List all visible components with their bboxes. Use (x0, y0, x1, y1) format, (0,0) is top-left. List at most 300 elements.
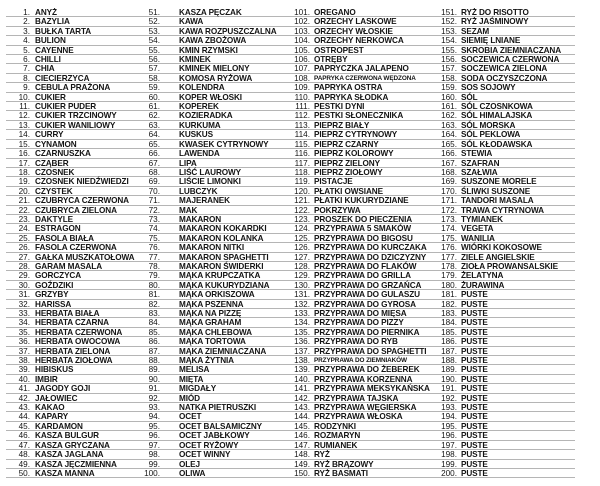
list-item (132, 93, 282, 102)
list-item (425, 403, 575, 412)
item-label: PIEPRZ CZARNY (314, 139, 379, 149)
list-item (425, 337, 575, 346)
list-item (278, 74, 428, 83)
list-item (425, 290, 575, 299)
item-number: 16. (18, 149, 30, 159)
list-item (278, 431, 428, 440)
item-label: MIÓD (179, 393, 200, 403)
list-item (278, 281, 428, 290)
item-label: GOŹDZIKI (35, 280, 74, 290)
list-item (132, 102, 282, 111)
item-number: 200. (441, 468, 457, 478)
item-number: 129. (294, 271, 310, 281)
item-label: MAKARON (179, 214, 222, 224)
item-label: SÓL MORSKA (461, 120, 516, 130)
item-label: PUSTE (461, 290, 488, 300)
item-label: PAPRYKA SŁODKA (314, 92, 389, 102)
item-number: 5. (23, 45, 30, 55)
item-number: 20. (18, 186, 30, 196)
item-label: PUSTE (461, 365, 488, 375)
item-number: 56. (148, 55, 160, 65)
list-item (425, 83, 575, 92)
list-item (278, 187, 428, 196)
item-number: 185. (441, 327, 457, 337)
item-label: PRZYPRAWA DO MIĘSA (314, 309, 407, 318)
item-number: 88. (148, 356, 160, 366)
item-number: 124. (294, 224, 310, 234)
list-item (278, 102, 428, 111)
list-item (278, 8, 428, 17)
item-number: 82. (148, 299, 160, 309)
item-label: MAKARON KOKARDKI (179, 224, 267, 234)
list-item (425, 318, 575, 327)
list-item (278, 243, 428, 252)
list-item (425, 140, 575, 149)
list-item (278, 234, 428, 243)
item-label: TRAWA CYTRYNOWA (461, 205, 544, 215)
item-label: PIEPRZ BIAŁY (314, 120, 370, 130)
item-label: ESTRAGON (35, 224, 81, 234)
item-number: 14. (18, 130, 30, 140)
item-number: 163. (441, 120, 457, 130)
item-number: 120. (294, 186, 310, 196)
item-number: 112. (294, 111, 310, 121)
list-item (278, 27, 428, 36)
item-label: HERBATA CZARNA (35, 318, 109, 328)
item-number: 35. (18, 327, 30, 337)
item-label: PRZYPRAWA DO ŻEBEREK (314, 365, 420, 375)
item-number: 167. (441, 158, 457, 168)
item-label: PRZYPRAWA DO GRZAŃCA (314, 280, 422, 290)
list-item (278, 64, 428, 73)
list-item (132, 83, 282, 92)
item-number: 24. (18, 224, 30, 234)
item-number: 176. (441, 243, 457, 253)
item-label: PRZYPRAWA DO RYB (314, 337, 398, 347)
list-item (425, 196, 575, 205)
list-item (132, 375, 282, 384)
item-number: 116. (294, 149, 310, 159)
item-number: 67. (148, 158, 160, 168)
item-number: 81. (148, 290, 160, 300)
list-item (132, 469, 282, 478)
list-item (132, 243, 282, 252)
item-label: MĄKA ŻYTNIA (179, 356, 234, 366)
list-item (425, 27, 575, 36)
item-label: CURRY (35, 130, 64, 140)
item-number: 114. (294, 130, 310, 140)
list-item (425, 450, 575, 459)
list-item (132, 262, 282, 271)
item-label: KMINEK MIELONY (179, 64, 250, 74)
item-number: 150. (294, 468, 310, 478)
list-item (425, 234, 575, 243)
item-number: 168. (441, 167, 457, 177)
item-label: ORZECHY NERKOWCA (314, 36, 404, 46)
list-item (132, 253, 282, 262)
list-item (425, 253, 575, 262)
item-label: KURKUMA (179, 120, 221, 130)
list-item (132, 168, 282, 177)
item-number: 144. (294, 412, 310, 422)
item-number: 131. (294, 290, 310, 300)
list-item (425, 262, 575, 271)
item-number: 89. (148, 365, 160, 375)
item-label: PAPRYKA CZERWONA WĘDZONA (314, 74, 416, 82)
item-label: KASZA JĘCZMIENNA (35, 459, 117, 469)
list-item (278, 121, 428, 130)
item-label: PIEPRZ CYTRYNOWY (314, 130, 398, 140)
list-item (425, 187, 575, 196)
item-label: PŁATKI OWSIANE (314, 186, 383, 196)
item-number: 21. (18, 196, 30, 206)
item-label: SOCZEWICA CZERWONA (461, 55, 560, 65)
item-label: HERBATA OWOCOWA (35, 337, 121, 347)
item-label: KASZA GRYCZANA (35, 440, 110, 450)
item-number: 31. (18, 290, 30, 300)
item-number: 195. (441, 421, 457, 431)
item-number: 103. (294, 26, 310, 36)
list-item (132, 140, 282, 149)
item-label: CZUBRYCA CZERWONA (35, 196, 129, 206)
list-item (425, 74, 575, 83)
item-label: MELISA (179, 365, 210, 375)
item-number: 37. (18, 346, 30, 356)
list-item (278, 206, 428, 215)
item-number: 4. (23, 36, 30, 46)
item-number: 165. (441, 139, 457, 149)
item-label: PRZYPRAWA DO BIGOSU (314, 233, 413, 243)
list-item (132, 422, 282, 431)
item-label: GORCZYCA (35, 271, 82, 281)
list-item (278, 177, 428, 186)
list-item (278, 168, 428, 177)
list-item (278, 384, 428, 393)
item-number: 194. (441, 412, 457, 422)
item-number: 115. (294, 139, 310, 149)
item-number: 50. (18, 468, 30, 478)
item-number: 142. (294, 393, 310, 403)
item-number: 118. (294, 167, 310, 177)
item-number: 10. (18, 92, 30, 102)
item-number: 130. (294, 280, 310, 290)
item-number: 13. (18, 120, 30, 130)
item-number: 141. (294, 384, 310, 394)
list-item (132, 271, 282, 280)
list-item (425, 168, 575, 177)
item-label: SOS SOJOWY (461, 83, 516, 93)
item-label: MĄKA ORKISZOWA (179, 290, 255, 300)
item-label: PIEPRZ ZIOŁOWY (314, 167, 383, 177)
item-label: PRZYPRAWA KORZENNA (314, 374, 413, 384)
item-label: IMBIR (35, 374, 58, 384)
item-label: SÓL (461, 92, 478, 102)
item-label: KMINEK (179, 55, 211, 65)
item-number: 186. (441, 337, 457, 347)
item-label: SEZAM (461, 26, 490, 36)
item-number: 145. (294, 421, 310, 431)
item-label: PUSTE (461, 374, 488, 384)
item-number: 26. (18, 243, 30, 253)
item-number: 93. (148, 403, 160, 413)
item-label: RODZYNKI (314, 421, 356, 431)
item-number: 41. (18, 384, 30, 394)
list-item (425, 224, 575, 233)
item-number: 170. (441, 186, 457, 196)
item-label: OCET (179, 412, 202, 422)
item-label: PUSTE (461, 337, 488, 347)
list-item (132, 300, 282, 309)
item-label: HERBATA ZIELONA (35, 346, 111, 356)
item-label: KARDAMON (35, 421, 83, 431)
item-label: RYŻ (314, 450, 330, 460)
item-label: PRZYPRAWA TAJSKA (314, 393, 399, 403)
item-number: 106. (294, 55, 310, 65)
list-item (278, 140, 428, 149)
item-number: 173. (441, 214, 457, 224)
list-item (278, 347, 428, 356)
item-number: 34. (18, 318, 30, 328)
item-label: KAKAO (35, 403, 65, 413)
item-number: 61. (148, 102, 160, 112)
list-item (132, 187, 282, 196)
item-number: 91. (148, 384, 160, 394)
item-label: CUKIER (35, 92, 66, 102)
item-number: 135. (294, 327, 310, 337)
item-label: GRZYBY (35, 290, 69, 300)
list-item (425, 121, 575, 130)
item-number: 110. (294, 92, 310, 102)
list-column-4 (425, 8, 575, 478)
item-label: CZOSNEK NIEDŹWIEDZI (35, 177, 129, 187)
item-label: MĄKA KRUPCZATKA (179, 271, 261, 281)
item-number: 178. (441, 261, 457, 271)
item-number: 49. (18, 459, 30, 469)
item-label: KOPER WŁOSKI (179, 92, 242, 102)
item-label: PRZYPRAWA MEKSYKAŃSKA (314, 384, 430, 394)
item-number: 198. (441, 450, 457, 460)
item-label: KOLENDRA (179, 83, 225, 93)
item-label: PUSTE (461, 318, 488, 328)
item-label: MĄKA ZIEMNIACZANA (179, 346, 267, 356)
list-item (132, 347, 282, 356)
item-label: CZOSNEK (35, 167, 75, 177)
list-item (425, 431, 575, 440)
item-number: 80. (148, 280, 160, 290)
list-item (278, 36, 428, 45)
item-label: KWASEK CYTRYNOWY (179, 139, 269, 149)
item-label: CZĄBER (35, 158, 69, 168)
item-label: MAJERANEK (179, 196, 230, 206)
item-label: PROSZEK DO PIECZENIA (314, 214, 413, 224)
list-item (425, 93, 575, 102)
item-number: 132. (294, 299, 310, 309)
item-label: MAKARON SPAGHETTI (179, 252, 269, 262)
list-item (425, 36, 575, 45)
item-label: CUKIER TRZCINOWY (35, 111, 117, 121)
list-item (425, 159, 575, 168)
item-number: 164. (441, 130, 457, 140)
item-number: 98. (148, 450, 160, 460)
item-label: MĄKA GRAHAM (179, 318, 242, 328)
item-label: PRZYPRAWA WŁOSKA (314, 412, 403, 422)
item-number: 3. (23, 26, 30, 36)
item-label: DAKTYLE (35, 214, 73, 224)
list-item (132, 224, 282, 233)
item-number: 73. (148, 214, 160, 224)
list-item (278, 262, 428, 271)
list-item (425, 215, 575, 224)
item-number: 51. (148, 8, 160, 17)
item-number: 90. (148, 374, 160, 384)
list-item (278, 318, 428, 327)
item-label: ORZECHY WŁOSKIE (314, 26, 393, 36)
item-label: BAZYLIA (35, 17, 70, 27)
item-number: 75. (148, 233, 160, 243)
item-label: PUSTE (461, 440, 488, 450)
item-number: 94. (148, 412, 160, 422)
item-label: ZIOŁA PROWANSALSKIE (461, 261, 558, 271)
list-item (425, 243, 575, 252)
item-number: 42. (18, 393, 30, 403)
list-item (132, 356, 282, 365)
item-number: 102. (294, 17, 310, 27)
item-number: 84. (148, 318, 160, 328)
item-label: PRZYPRAWA DO ZIEMNIAKÓW (314, 357, 407, 365)
item-label: PUSTE (461, 468, 488, 478)
item-number: 101. (294, 8, 310, 17)
list-item (425, 375, 575, 384)
item-label: CHILLI (35, 55, 61, 65)
list-item (278, 365, 428, 374)
list-item (278, 422, 428, 431)
item-label: PUSTE (461, 421, 488, 431)
item-label: KUSKUS (179, 130, 213, 140)
item-label: PRZYPRAWA DO KURCZAKA (314, 243, 427, 253)
item-label: PUSTE (461, 393, 488, 403)
item-label: RUMIANEK (314, 440, 358, 450)
item-label: PUSTE (461, 356, 488, 366)
item-number: 107. (294, 64, 310, 74)
item-number: 96. (148, 431, 160, 441)
item-label: LIŚCIE LIMONKI (179, 177, 241, 187)
item-label: LIŚĆ LAUROWY (179, 167, 242, 177)
list-item (132, 36, 282, 45)
list-item (425, 441, 575, 450)
item-number: 117. (294, 158, 310, 168)
item-label: PIEPRZ KOLOROWY (314, 149, 394, 159)
item-number: 159. (441, 83, 457, 93)
item-number: 169. (441, 177, 457, 187)
list-item (278, 328, 428, 337)
item-label: PŁATKI KUKURYDZIANE (314, 196, 409, 206)
item-number: 64. (148, 130, 160, 140)
list-item (132, 111, 282, 120)
item-number: 155. (441, 45, 457, 55)
item-label: KASZA BULGUR (35, 431, 99, 441)
item-number: 18. (18, 167, 30, 177)
item-label: CIECIERZYCA (35, 73, 90, 83)
item-label: KASZA PĘCZAK (179, 8, 242, 17)
item-label: BULION (35, 36, 66, 46)
list-item (132, 8, 282, 17)
item-label: SUSZONE MORELE (461, 177, 537, 187)
item-label: JAGODY GOJI (35, 384, 91, 394)
list-item (425, 469, 575, 478)
item-number: 55. (148, 45, 160, 55)
item-number: 57. (148, 64, 160, 74)
item-label: ORZECHY LASKOWE (314, 17, 397, 27)
list-item (278, 469, 428, 478)
list-item (132, 177, 282, 186)
list-item (425, 309, 575, 318)
item-number: 123. (294, 214, 310, 224)
list-item (132, 412, 282, 421)
item-number: 192. (441, 393, 457, 403)
item-number: 152. (441, 17, 457, 27)
item-number: 143. (294, 403, 310, 413)
item-number: 44. (18, 412, 30, 422)
item-number: 2. (23, 17, 30, 27)
item-label: KAWA ROZPUSZCZALNA (179, 26, 277, 36)
item-label: VEGETA (461, 224, 494, 234)
item-number: 157. (441, 64, 457, 74)
list-item (425, 17, 575, 26)
item-number: 138. (294, 356, 310, 366)
item-label: SKROBIA ZIEMNIACZANA (461, 45, 562, 55)
item-number: 166. (441, 149, 457, 159)
item-label: PRZYPRAWA DO PIZZY (314, 318, 404, 328)
item-number: 153. (441, 26, 457, 36)
item-label: PRZYPRAWA DO FLAKÓW (314, 261, 417, 271)
item-number: 174. (441, 224, 457, 234)
item-number: 87. (148, 346, 160, 356)
item-number: 19. (18, 177, 30, 187)
item-label: PUSTE (461, 299, 488, 309)
item-number: 95. (148, 421, 160, 431)
item-label: ŻELATYNA (461, 271, 504, 281)
list-item (278, 394, 428, 403)
list-item (132, 159, 282, 168)
item-number: 65. (148, 139, 160, 149)
item-number: 71. (148, 196, 160, 206)
item-label: SOCZEWICA ZIELONA (461, 64, 548, 74)
item-number: 8. (23, 73, 30, 83)
item-number: 196. (441, 431, 457, 441)
item-label: KOPEREK (179, 102, 219, 112)
item-number: 58. (148, 73, 160, 83)
item-number: 22. (18, 205, 30, 215)
item-label: OCET WINNY (179, 450, 231, 460)
item-label: PRZYPRAWA WĘGIERSKA (314, 403, 417, 413)
list-item (132, 318, 282, 327)
item-number: 66. (148, 149, 160, 159)
item-number: 149. (294, 459, 310, 469)
list-item (278, 111, 428, 120)
item-label: OTRĘBY (314, 55, 348, 65)
list-item (278, 375, 428, 384)
item-label: HERBATA ZIOŁOWA (35, 356, 113, 366)
item-number: 70. (148, 186, 160, 196)
item-label: TYMIANEK (461, 214, 503, 224)
item-label: LIPA (179, 158, 197, 168)
item-number: 46. (18, 431, 30, 441)
list-item (425, 111, 575, 120)
list-item (278, 337, 428, 346)
item-label: PUSTE (461, 346, 488, 356)
item-label: PUSTE (461, 459, 488, 469)
item-number: 104. (294, 36, 310, 46)
